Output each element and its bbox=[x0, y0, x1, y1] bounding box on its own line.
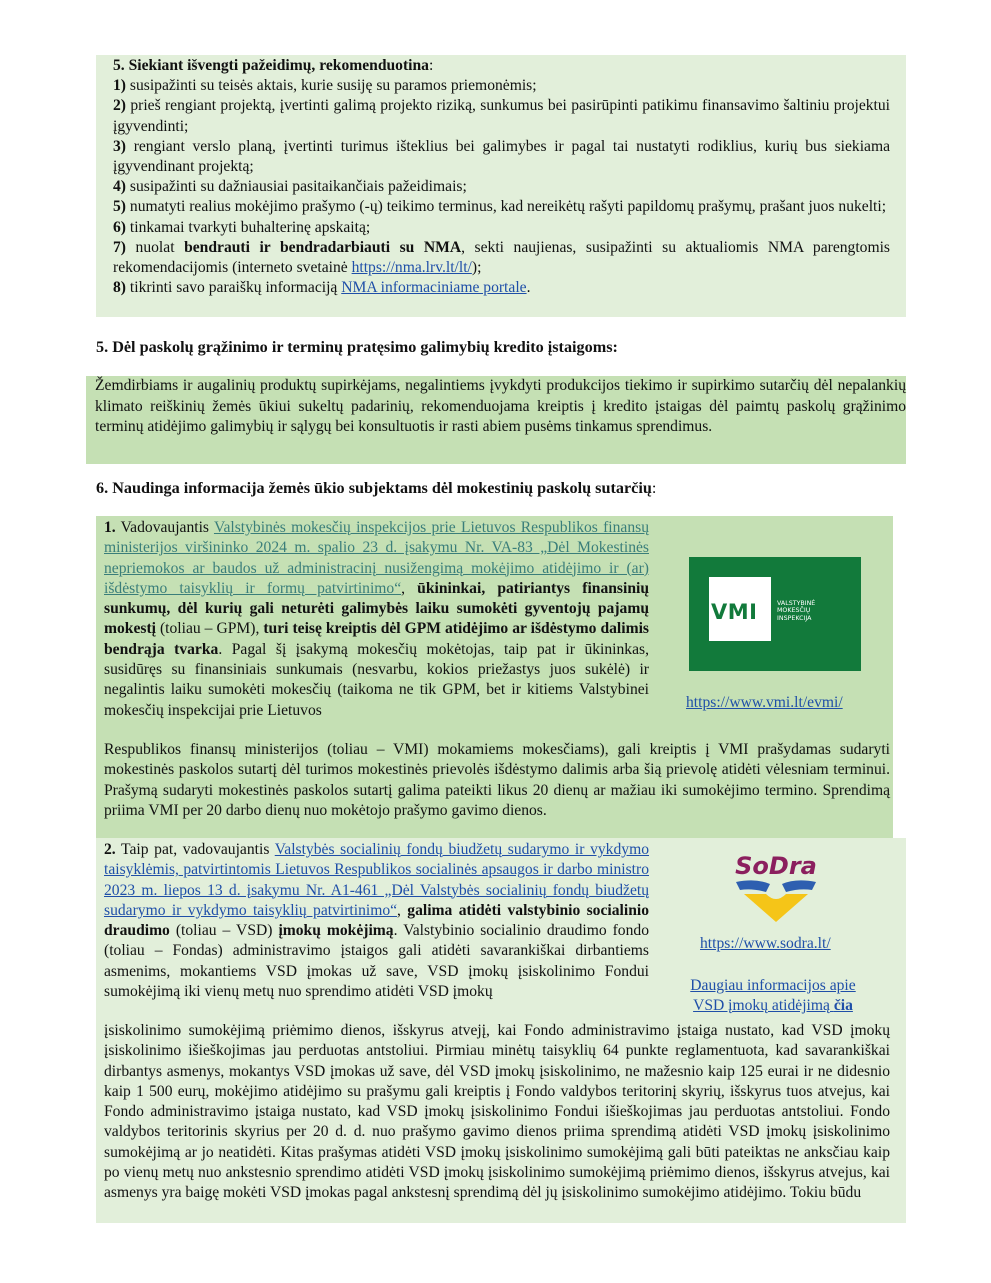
more-info-here: čia bbox=[833, 997, 853, 1014]
sodra-bold-text: įmokų mokėjimą bbox=[278, 922, 394, 940]
list-item bbox=[113, 238, 890, 278]
vmi-logo-line: MOKESČIŲ bbox=[777, 607, 811, 615]
item-number: 1) bbox=[113, 77, 126, 95]
sodra-text-full bbox=[104, 1021, 890, 1204]
item-text: prieš rengiant projektą, įvertinti galimą projekto riziką, sunkumus bei pasirūpinti patikimu finansavimo šaltiniu projektui įgyvendinti; bbox=[113, 97, 890, 135]
more-info-text: Daugiau informacijos apie VSD įmokų atidėjimą bbox=[690, 977, 856, 1014]
item-number: 6) bbox=[113, 218, 126, 236]
recommendations-heading-bold: 5. Siekiant išvengti pažeidimų, rekomenduotina bbox=[113, 57, 429, 74]
sodra-logo-right-wing bbox=[782, 880, 816, 892]
item-text: susipažinti su teisės aktais, kurie susiję su paramos priemonėmis; bbox=[126, 77, 537, 95]
item-number: 1. bbox=[104, 519, 116, 536]
item-text: , sekti naujienas, susipažinti su aktualiomis NMA parengtomis rekomendacijomis (interneto svetainė bbox=[113, 238, 890, 277]
sodra-box bbox=[96, 838, 906, 1223]
item-text: tinkamai tvarkyti buhalterinę apskaitą; bbox=[126, 218, 371, 236]
credit-institutions-box bbox=[86, 376, 906, 464]
vmi-text-column bbox=[104, 518, 649, 721]
vmi-logo-text: VMI bbox=[711, 600, 758, 624]
vmi-text: , bbox=[401, 579, 418, 597]
recommendations-box bbox=[96, 55, 906, 317]
vmi-text: . Pagal šį įsakymą mokesčių mokėtojas, taip pat ir ūkininkas, susidūręs su finansiniais sunkumais (nesvarbu, kokios priežastys juos sukėlė) ir negalintis laiku sumokėti mokesčių (taikoma ne tik GPM, bet ir kitiems Valstybinei mokesčių inspekcijai prie Lietuvos bbox=[104, 640, 649, 719]
credit-institutions-text: Žemdirbiams ir augalinių produktų supirkėjams, negalintiems įvykdyti produkcijos tiekimo ir supirkimo sutarčių dėl nepalankių klimato reiškinių žemės ūkiui sukeltų padarinių, rekomenduojama kreiptis į kredito įstaigas dėl paimtų paskolų grąžinimo terminų atidėjimo galimybių ir sąlygų bei konsultuotis ir rasti abiem pusėms tinkamus sprendimus. bbox=[95, 377, 906, 436]
item-number: 5) bbox=[113, 198, 126, 216]
item-text: rengiant verslo planą, įvertinti turimus išteklius bei galimybes ir pagal tai nustatyti rodiklius, kurių bus siekiama įgyvendinant projektą; bbox=[113, 137, 890, 176]
vmi-logo-subtitle bbox=[777, 600, 815, 622]
vmi-text-full bbox=[104, 740, 890, 821]
list-item bbox=[113, 197, 890, 217]
sodra-logo-graphic bbox=[726, 850, 826, 924]
sodra-more-info-link[interactable] bbox=[679, 976, 867, 1016]
nma-portal-link[interactable]: NMA informaciniame portale bbox=[341, 279, 527, 297]
vmi-bold-text: turi teisę kreiptis dėl GPM atidėjimo ar išdėstymo dalimis bendrąja tvarka bbox=[104, 620, 649, 658]
sodra-text-continued: įsiskolinimo sumokėjimą priėmimo dienos, išskyrus atvejį, kai Fondo administravimo įstaiga nustato, kad VSD įmokų įsiskolinimo išieškojimas jau perduotas antstoliui. Pirmiau minėtų taisyklių 64 punkte reglamentuota, kad savarankiškai dirbantys asmenys, mokantys VSD įmokas už save, dėl VSD įmokų įsiskolinimo, ne mažesnio kaip 125 eurai ir ne didesnio kaip 1 500 eurų, mokėjimo atidėjimo su prašymu gali kreiptis į Fondo valdybos teritorinį skyrių, išskyrus tuos atvejus, kai Fondo administravimo įstaiga nustato, kad VSD įmokų įsiskolinimo Fondui išieškojimas jau perduotas antstoliui. Fondo valdybos teritorinis skyrius per 20 d. d. nuo prašymo gavimo dienos priima sprendimą atidėti VSD įmokų įsiskolinimo sumokėjimą ar jo neatidėti. Kitas prašymas atidėti VSD įmokų įsiskolinimo sumokėjimą gali būti pateiktas ne anksčiau kaip po vienų metų nuo ankstesnio sprendimo atidėti VSD įmokų įsiskolinimo sumokėjimą priėmimo dienos, išskyrus atvejus, kai asmenys yra baigę mokėti VSD įmokas pagal ankstesnį sprendimą dėl jų įsiskolinimo sumokėjimo atidėjimo. Tokiu būdu bbox=[104, 1022, 890, 1202]
vmi-text-continued: Respublikos finansų ministerijos (toliau – VMI) mokamiems mokesčiams), gali kreiptis į VMI prašydamas sudaryti mokestinės paskolos sutartį dėl turimos mokestinės prievolės išdėstymo dalimis arba šią prievolę atidėti vėlesniam terminui. Prašymą sudaryti mokestinės paskolos sutartį galima pateikti likus 20 dienų ar mažiau iki sumokėjimo termino. Sprendimą priima VMI per 20 darbo dienų nuo mokėtojo prašymo gavimo dienos. bbox=[104, 741, 890, 819]
vmi-url-link[interactable]: https://www.vmi.lt/evmi/ bbox=[686, 694, 843, 711]
sodra-logo-left-wing bbox=[736, 880, 770, 892]
vmi-box bbox=[96, 516, 893, 838]
item-text: tikrinti savo paraiškų informaciją bbox=[126, 279, 342, 297]
sodra-text: (toliau – VSD) bbox=[169, 922, 279, 940]
vmi-bold-text: ūkininkai, patiriantys finansinių sunkumų, dėl kurių gali neturėti galimybės laiku sumokėti gyventojų pajamų mokestį bbox=[104, 579, 649, 638]
vmi-paragraph bbox=[104, 518, 649, 721]
section-6-heading-bold: 6. Naudinga informacija žemės ūkio subjektams dėl mokestinių paskolų sutarčių bbox=[96, 479, 652, 497]
item-number: 2) bbox=[113, 97, 126, 115]
vmi-logo-line: INSPEKCIJA bbox=[777, 614, 812, 622]
sodra-logo bbox=[726, 850, 826, 924]
sodra-url-link[interactable]: https://www.sodra.lt/ bbox=[700, 935, 831, 952]
section-5-heading: 5. Dėl paskolų grąžinimo ir terminų pratęsimo galimybių kredito įstaigoms: bbox=[96, 338, 618, 356]
section-6-heading bbox=[96, 479, 656, 498]
sodra-paragraph bbox=[104, 840, 649, 1002]
vmi-logo bbox=[689, 557, 861, 671]
item-number: 7) bbox=[113, 238, 126, 256]
sodra-text-column bbox=[104, 840, 649, 1002]
list-item bbox=[113, 177, 890, 197]
item-text: ); bbox=[471, 259, 482, 277]
sodra-bold-text: galima atidėti valstybinio socialinio draudimo bbox=[104, 901, 649, 940]
recommendations-heading bbox=[113, 56, 890, 76]
list-item bbox=[113, 96, 890, 136]
sodra-rules-link[interactable]: Valstybės socialinių fondų biudžetų sudarymo ir vykdymo taisyklėmis, patvirtintomis Lietuvos Respublikos socialinės apsaugos ir darbo ministro 2023 m. liepos 13 d. įsakymu Nr. A1-461 „Dėl Valstybės socialinių fondų biudžetų sudarymo ir vykdymo taisyklių patvirtinimo“ bbox=[104, 841, 649, 919]
sodra-logo-text: SoDra bbox=[735, 852, 817, 880]
item-number: 4) bbox=[113, 178, 126, 196]
item-number: 3) bbox=[113, 137, 126, 155]
item-text: . bbox=[526, 279, 531, 297]
heading-colon: : bbox=[428, 57, 434, 74]
vmi-logo-line: VALSTYBINĖ bbox=[777, 600, 816, 607]
item-number: 8) bbox=[113, 279, 126, 297]
sodra-text: . Valstybinio socialinio draudimo fondo (toliau – Fondas) administravimo įstaigos gali atidėti savarankiškai dirbantiems asmenims, mokantiems VSD įmokas už save, VSD įmokų įsiskolinimo Fondui sumokėjimą iki vienų metų nuo sprendimo atidėti VSD įmokų bbox=[104, 922, 649, 1001]
sodra-text: , bbox=[397, 901, 408, 919]
sodra-text: Taip pat, vadovaujantis bbox=[115, 841, 275, 858]
list-item bbox=[113, 278, 890, 298]
item-text: numatyti realius mokėjimo prašymo (-ų) teikimo terminus, kad nereikėtų rašyti papildomų prašymų, prašant juos nukelti; bbox=[126, 198, 887, 216]
nma-website-link[interactable]: https://nma.lrv.lt/lt/ bbox=[351, 259, 472, 277]
list-item bbox=[113, 137, 890, 177]
vmi-text: (toliau – GPM), bbox=[155, 620, 264, 638]
item-text: nuolat bbox=[126, 238, 185, 256]
item-bold-text: bendrauti ir bendradarbiauti su NMA bbox=[184, 238, 462, 256]
heading-colon: : bbox=[651, 479, 657, 497]
list-item bbox=[113, 218, 890, 238]
vmi-text: Vadovaujantis bbox=[115, 519, 214, 536]
item-number: 2. bbox=[104, 841, 116, 858]
list-item bbox=[113, 76, 890, 96]
vmi-order-link[interactable]: Valstybinės mokesčių inspekcijos prie Lietuvos Respublikos finansų ministerijos viršininko 2024 m. spalio 23 d. įsakymu Nr. VA-83 „Dėl Mokestinės nepriemokos ar baudos už administracinį nusižengimą mokėjimo atidėjimo ir (ar) išdėstymo taisyklių ir formų patvirtinimo“ bbox=[104, 519, 649, 597]
item-text: susipažinti su dažniausiai pasitaikančiais pažeidimais; bbox=[126, 178, 467, 196]
